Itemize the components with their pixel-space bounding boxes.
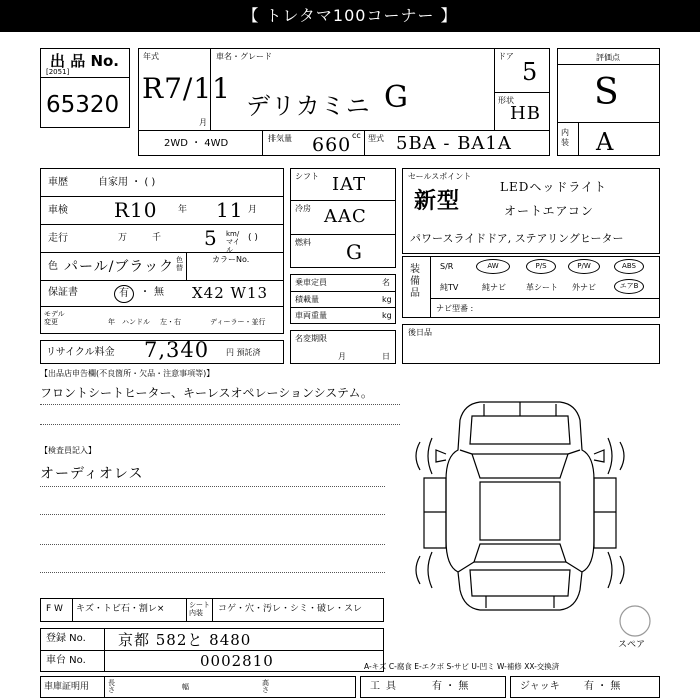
warranty-no: 無 [154, 287, 164, 298]
sales-line-1: LEDヘッドライト [500, 180, 607, 194]
mileage-value: 5 [204, 226, 218, 250]
remarks-label: 後日品 [408, 328, 432, 337]
model-divider [494, 48, 495, 130]
fw-text: キズ・トビ石・割レ× [76, 604, 165, 614]
equip-r1-1: AW [476, 259, 510, 274]
equip-r1-2: P/S [526, 259, 556, 274]
inspector-line-1 [40, 486, 385, 487]
color-divider [186, 252, 187, 280]
registration-vdiv [104, 628, 105, 672]
sales-line-0: 新型 [414, 188, 461, 214]
fw-div-3 [212, 598, 213, 622]
sales-label: セールスポイント [408, 172, 472, 181]
color-code-value: X42 W13 [192, 284, 269, 302]
door-divider [494, 92, 550, 93]
spec-row-1 [290, 200, 396, 201]
info-row-3 [40, 252, 284, 253]
recycle-value: 7,340 [144, 338, 210, 362]
fw-div-2 [186, 598, 187, 622]
doors-label: ドア [498, 52, 514, 61]
namechange-month: 月 [338, 352, 346, 361]
model-label: 車名・グレード [216, 52, 272, 61]
drive-divider [262, 130, 263, 156]
equipment-row-div [430, 298, 660, 299]
lot-tag: [2051] [46, 68, 70, 76]
equip-r2-4: エアB [614, 279, 644, 294]
header-title: 【 トレタマ100コーナー 】 [242, 6, 458, 25]
model-name: デリカミニ [246, 92, 371, 120]
inspector-line-2 [40, 514, 385, 515]
tools-value: 有 ・ 無 [432, 681, 469, 692]
equip-r2-0: 純TV [440, 283, 459, 292]
year-label: 年式 [143, 52, 159, 61]
registration-value: 京都 582と 8480 [118, 631, 252, 649]
mileage-unit: km/マイル [226, 230, 240, 254]
doors-value: 5 [522, 58, 539, 86]
color-code-label: カラーNo. [212, 255, 250, 264]
info-row-2 [40, 224, 284, 225]
interior-value: A [596, 128, 615, 156]
equip-r2-2: 革シート [526, 283, 558, 292]
namechange-label: 名変期限 [295, 334, 327, 343]
inspector-line-3 [40, 544, 385, 545]
legend-text: A-キズ C-腐食 E-エクボ S-サビ U-凹ミ W-補修 XX-交換済 [364, 662, 560, 671]
score-divider-2 [557, 122, 660, 123]
certificate-label: 車庫証明用 [44, 682, 90, 692]
inspector-line-4 [40, 572, 385, 573]
score-divider-1 [557, 64, 660, 65]
spec-row-2 [290, 234, 396, 235]
certificate-width: 幅 [182, 683, 189, 691]
seller-notes-label: 【出品店申告欄(不良箇所・欠品・注意事項等)】 [40, 369, 215, 378]
model-grade: G [384, 80, 409, 115]
warranty-yes: 有 [114, 285, 134, 303]
namechange-day: 日 [382, 352, 390, 361]
inspection-value: R10 [114, 198, 158, 222]
shape-value: HB [510, 103, 541, 124]
model-code-value: 5BA - BA1A [396, 133, 512, 154]
lot-number: 65320 [46, 92, 120, 118]
equipment-label: 装備品 [410, 264, 420, 299]
model-change-dealer: ディーラー・並行 [210, 318, 266, 326]
fuel-value: G [346, 240, 363, 264]
score-value: S [594, 72, 620, 113]
inspection-year-unit: 年 [178, 205, 188, 215]
ac-label: 冷房 [295, 204, 311, 213]
mileage-label: 走行 [48, 233, 68, 244]
warranty-sep: ・ [140, 287, 150, 298]
seller-note-line-2 [40, 424, 400, 425]
top-row-divider [138, 130, 550, 131]
equip-r2-1: 純ナビ [482, 283, 506, 292]
drive-label: 2WD ・ 4WD [164, 138, 229, 149]
fw-label: F W [46, 604, 63, 614]
equip-r1-3: P/W [568, 259, 600, 274]
tools-label: 工具 [370, 681, 402, 692]
displacement-unit: cc [352, 131, 361, 140]
displacement-label: 排気量 [268, 134, 292, 143]
load-label: 積載量 [295, 295, 319, 304]
history-label: 車歴 [48, 177, 68, 188]
seller-note-line-1 [40, 404, 400, 405]
weight-unit: kg [382, 311, 392, 320]
shift-label: シフト [295, 172, 319, 181]
info-row-4 [40, 280, 284, 281]
equip-r2-3: 外ナビ [572, 283, 596, 292]
interior-label: 内装 [561, 128, 569, 147]
capacity-unit: 名 [382, 278, 390, 287]
info-row-5 [40, 306, 284, 307]
registration-label: 登録 No. [46, 633, 86, 644]
ac-value: AAC [324, 206, 367, 227]
fw-div-1 [72, 598, 73, 622]
shift-value: IAT [332, 174, 367, 195]
equip-r1-4: ABS [614, 259, 644, 274]
certificate-div [104, 676, 105, 698]
capacity-row-2 [290, 307, 396, 308]
seller-notes-text: フロントシートヒーター、キーレスオペレーションシステム。 [40, 386, 373, 400]
sales-line-2: オートエアコン [504, 204, 594, 218]
certificate-long: 長さ [108, 679, 115, 694]
inspector-text: オーディオレス [40, 466, 144, 482]
equip-navi: ナビ型番 : [436, 304, 474, 313]
score-label: 評価点 [596, 53, 620, 62]
seat-label: シート内装 [189, 601, 210, 617]
model-change-lr: 左・右 [160, 318, 181, 326]
disp-divider [364, 130, 365, 156]
color-change-label: 色替 [176, 256, 183, 272]
equipment-divider [430, 256, 431, 318]
inspection-month: 11 [216, 198, 244, 222]
chassis-label: 車台 No. [46, 655, 86, 666]
capacity-row-1 [290, 291, 396, 292]
jack-label: ジャッキ [520, 681, 560, 692]
model-code-label: 型式 [368, 134, 384, 143]
model-change-handle: ハンドル [122, 318, 150, 326]
certificate-height: 高さ [262, 679, 269, 694]
info-box [40, 168, 284, 334]
registration-divider [40, 650, 384, 651]
color-value: パール/ブラック [64, 259, 175, 275]
inspection-label: 車検 [48, 205, 68, 216]
info-row-1 [40, 196, 284, 197]
recycle-unit: 円 預託済 [226, 348, 261, 357]
year-value: R7/11 [142, 72, 231, 105]
model-change-label: モデル変更 [44, 310, 65, 326]
fuel-label: 燃料 [295, 238, 311, 247]
remarks-box [402, 324, 660, 364]
car-diagram [410, 390, 630, 620]
score-divider-3 [578, 122, 579, 156]
model-change-year: 年 [108, 318, 115, 326]
inspector-label: 【検査員記入】 [40, 446, 96, 455]
mileage-man: 万 [118, 233, 128, 243]
recycle-label: リサイクル料金 [46, 347, 115, 358]
spare-tire-icon [618, 604, 652, 638]
spare-label: スペア [618, 640, 646, 650]
seat-text: コゲ・穴・汚レ・シミ・破レ・スレ [218, 604, 363, 614]
sales-line-3: パワースライドドア, ステアリングヒーター [410, 232, 624, 245]
lot-divider [40, 77, 130, 78]
equip-r1-0: S/R [440, 262, 454, 271]
shape-label: 形状 [498, 96, 514, 105]
jack-value: 有 ・ 無 [584, 681, 621, 692]
mileage-paren: ( ) [248, 233, 258, 243]
warranty-label: 保証書 [48, 287, 78, 298]
displacement-value: 660 [312, 134, 352, 156]
chassis-value: 0002810 [200, 652, 274, 670]
mileage-sen: 千 [152, 233, 162, 243]
year-month-unit: 月 [199, 118, 207, 127]
inspection-month-unit: 月 [248, 205, 258, 215]
history-value: 自家用 ・ ( ) [98, 177, 156, 188]
weight-label: 車両重量 [295, 311, 327, 320]
lot-label: 出 品 No. [50, 52, 120, 70]
capacity-label: 乗車定員 [295, 278, 327, 287]
color-label: 色 [48, 261, 58, 272]
load-unit: kg [382, 295, 392, 304]
